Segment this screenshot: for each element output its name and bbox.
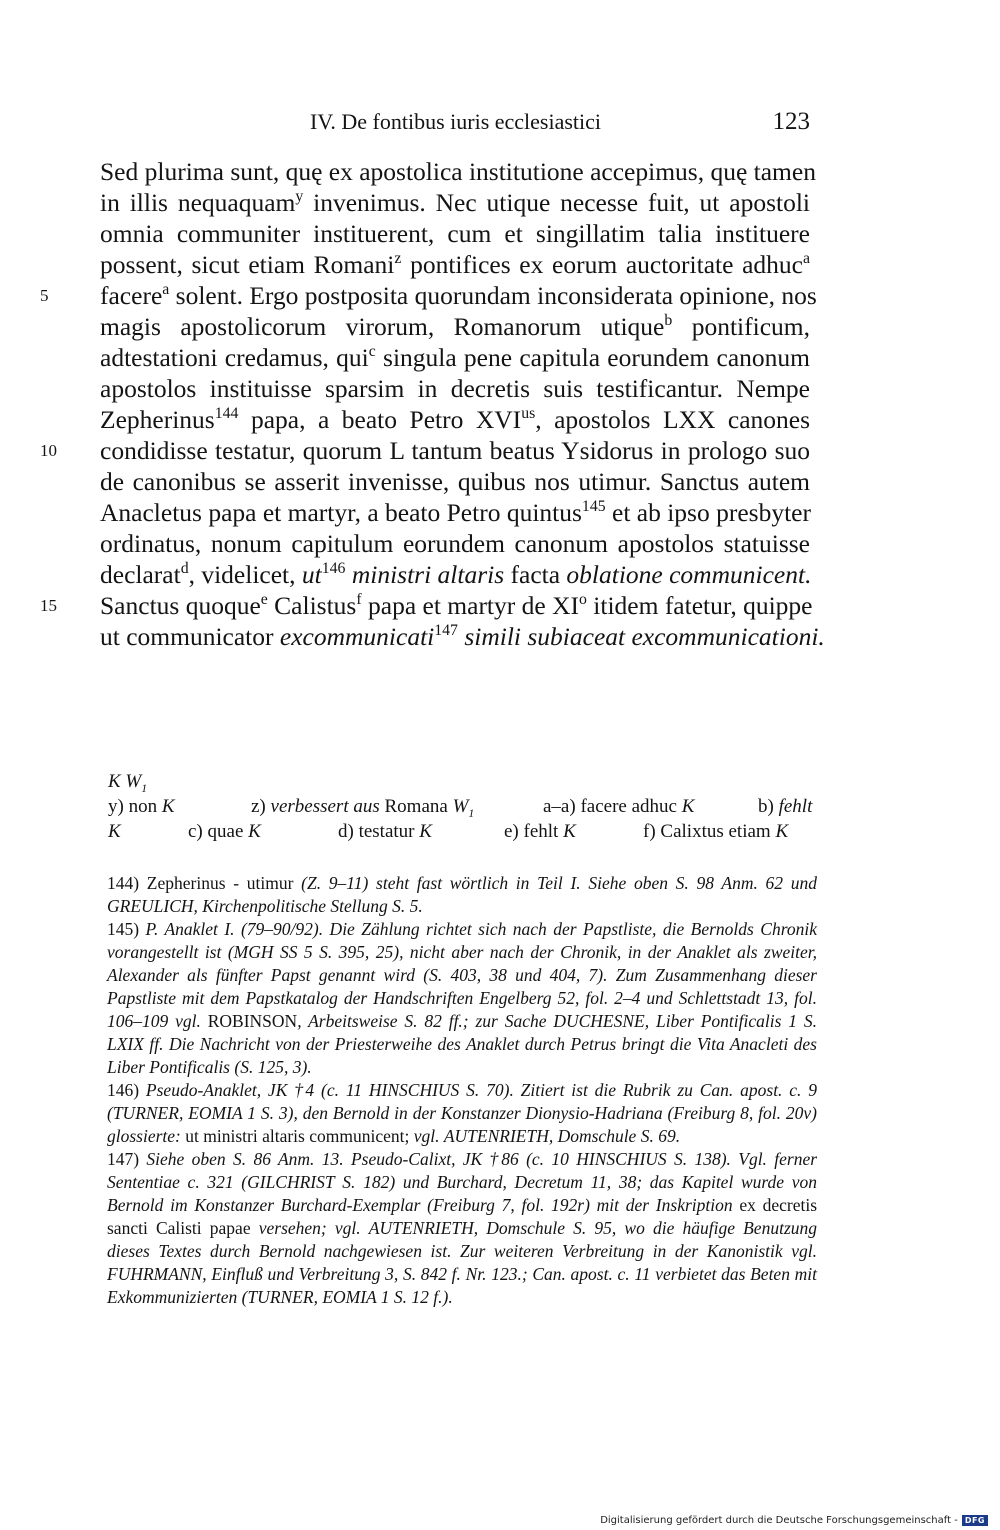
footnote-147 xyxy=(107,1148,817,1309)
apparatus-entry xyxy=(108,794,175,819)
quoted-rubric: ut ministri altaris communicent; xyxy=(185,1126,410,1146)
siglum: K xyxy=(563,821,576,842)
apparatus-entry xyxy=(643,819,788,844)
entry-text: Romana xyxy=(384,796,448,817)
note-text: , Arbeitsweise S. 82 ff.; zur Sache xyxy=(297,1011,547,1031)
note-text: , Domschule S. 95, wo die häufige Benutzung dieses Textes durch Bernold nachgewiesen ist. Zur weiteren Verbreitung in der Kanonistik vgl. xyxy=(107,1218,818,1261)
note-text: P. Anaklet I. (79–90/92). Die Zählung richtet sich nach der Papstliste, die Bernolds Chronik vorangestellt ist (MGH SS 5 S. 395, 25), nicht aber nach der Chronik, in der Anaklet als zweiter, Alexander als fünfter Papst genannt wird (S. 403, 38 und 404, 7). Zum Zusammenhang dieser Papstliste mit dem Papstkatalog der Handschriften Engelberg 52, fol. 2–4 und Schlettstadt 13, fol. 106–109 vgl. xyxy=(107,919,817,1031)
note-text: 144) Zepherinus - utimur xyxy=(107,873,294,893)
footnote-ref: 147 xyxy=(434,622,458,640)
apparatus-mark: d xyxy=(180,560,189,578)
text-span: pontifices ex eorum auctoritate adhuc xyxy=(410,250,803,279)
text-span: solent. Ergo postposita quorundam inconsiderata opinione, nos xyxy=(175,281,817,310)
quotation: simili subiaceat excommunicationi. xyxy=(464,622,825,651)
siglum: K xyxy=(248,821,261,842)
text-span: facere xyxy=(100,281,163,310)
text-span: in illis nequaquam xyxy=(100,188,296,217)
text-span: Zepherinus xyxy=(100,405,215,434)
superscript: us xyxy=(521,405,536,423)
text-line xyxy=(100,187,810,218)
entry-text: a–a) facere adhuc xyxy=(543,796,677,817)
footnote-ref: 146 xyxy=(321,560,346,578)
text-span: ordinatus, nonum capitulum eorundem canonum apostolos statuisse xyxy=(100,529,810,558)
author-name: FUHRMANN xyxy=(107,1264,203,1284)
apparatus-entry xyxy=(543,794,694,819)
note-text: versehen; vgl. xyxy=(258,1218,361,1238)
quotation: excommunicati xyxy=(279,622,435,651)
author-name: AUTENRIETH xyxy=(443,1126,549,1146)
line-number: 5 xyxy=(40,286,49,305)
text-span: Sanctus quoque xyxy=(100,591,261,620)
note-text: , Kirchenpolitische Stellung S. 5. xyxy=(193,896,423,916)
quotation: ministri altaris xyxy=(351,560,505,589)
text-span: de canonibus se asserit invenisse, quibus nos utimur. Sanctus autem xyxy=(100,467,810,496)
apparatus-mark: f xyxy=(356,591,362,609)
sigla: K W xyxy=(108,771,142,792)
siglum: K xyxy=(419,821,432,842)
quotation: oblatione communicent. xyxy=(566,560,812,589)
note-text: , EOMIA 1 S. 3), den Bernold in der Konstanzer Dionysio-Hadriana (Freiburg 8, fol. 20v) glossierte: xyxy=(107,1103,817,1146)
author-name: GILCHRIST xyxy=(247,1172,335,1192)
note-text: , Domschule S. 69. xyxy=(548,1126,681,1146)
text-span: et ab ipso presbyter xyxy=(612,498,811,527)
text-span: Anacletus papa et martyr, a beato Petro quintus xyxy=(100,498,582,527)
text-span: possent, sicut etiam Romani xyxy=(100,250,395,279)
text-line xyxy=(40,435,810,466)
text-line xyxy=(100,559,810,590)
text-span: , apostolos LXX canones xyxy=(535,405,811,434)
running-head xyxy=(310,108,810,136)
digitization-credit xyxy=(600,1515,988,1526)
entry-note: verbessert aus xyxy=(270,796,380,817)
entry-text: f) Calixtus etiam xyxy=(643,821,771,842)
text-line xyxy=(100,342,810,373)
text-span: apostolos instituisse sparsim in decretis suis testificantur. Nempe xyxy=(100,374,810,403)
apparatus-mark: y xyxy=(295,188,304,206)
note-text: , Liber Pontificalis 1 S. LXIX ff. Die Nachricht von der Priesterweihe des Anaklet durch Petrus bringt die Vita Anacleti des Liber Pontificalis (S. 125, 3). xyxy=(107,1011,817,1077)
note-number: 146) xyxy=(107,1080,140,1100)
text-span: facta xyxy=(510,560,561,589)
siglum: K xyxy=(108,821,121,842)
dfg-logo: DFG xyxy=(962,1515,988,1526)
sigla-subscript: 1 xyxy=(141,781,148,795)
author-name: GREULICH xyxy=(107,896,194,916)
note-text: , Einfluß und Verbreitung 3, S. 842 f. Nr. 123.; Can. apost. c. 11 verbietet das Beten mit Exkommunizierten ( xyxy=(107,1264,817,1307)
siglum: W xyxy=(452,796,469,817)
apparatus-entry xyxy=(188,819,261,844)
entry-text: z) xyxy=(251,796,266,817)
entry-text: b) xyxy=(758,796,774,817)
text-line xyxy=(100,466,810,497)
text-line xyxy=(40,590,813,621)
superscript: o xyxy=(579,591,587,609)
note-text: (Z. 9–11) steht fast wörtlich in Teil I. Siehe oben S. 98 Anm. 62 und xyxy=(301,873,818,893)
page-number: 123 xyxy=(772,108,810,135)
text-span: condidisse testatur, quorum L tantum beatus Ysidorus in prologo suo xyxy=(100,436,810,465)
author-name: HINSCHIUS xyxy=(368,1080,460,1100)
apparatus-sigla xyxy=(108,769,808,794)
text-span: papa et martyr de XI xyxy=(368,591,579,620)
note-text: S. 70). Zitiert ist die Rubrik zu Can. apost. c. 9 ( xyxy=(107,1080,818,1123)
text-span: magis apostolicorum virorum, Romanorum utique xyxy=(100,312,665,341)
text-span: , videlicet, xyxy=(188,560,296,589)
text-line xyxy=(100,156,816,187)
text-line xyxy=(100,404,810,435)
note-number: 145) xyxy=(107,919,140,939)
text-span: omnia communiter instituerent, cum et singillatim talia instituere xyxy=(100,219,810,248)
sigla-subscript: 1 xyxy=(468,806,475,820)
text-line xyxy=(100,249,810,280)
text-span: declarat xyxy=(100,560,181,589)
siglum: K xyxy=(161,796,175,817)
apparatus-row xyxy=(108,794,813,820)
credit-text: Digitalisierung gefördert durch die Deutsche Forschungsgemeinschaft - xyxy=(600,1515,958,1526)
footnote-146 xyxy=(107,1079,817,1148)
entry-text: c) quae xyxy=(188,821,244,842)
note-text: Pseudo-Anaklet, JK †4 (c. 11 xyxy=(145,1080,363,1100)
note-text: vgl. xyxy=(413,1126,440,1146)
note-text: S. 138). Vgl. ferner Sententiae c. 321 ( xyxy=(107,1149,818,1192)
apparatus-mark: b xyxy=(664,312,673,330)
text-line xyxy=(100,621,825,652)
text-line xyxy=(100,497,810,528)
quotation: ut xyxy=(301,560,322,589)
footnote-ref: 144 xyxy=(214,405,239,423)
text-span: invenimus. Nec utique necesse fuit, ut apostoli xyxy=(313,188,811,217)
text-span: Sed plurima sunt, quę ex apostolica institutione accepimus, quę tamen xyxy=(100,157,816,186)
apparatus-entry xyxy=(108,819,121,844)
line-number: 15 xyxy=(40,596,57,615)
footnote-ref: 145 xyxy=(581,498,606,516)
entry-note: fehlt xyxy=(778,796,813,817)
text-span: adtestationi credamus, qui xyxy=(100,343,369,372)
text-line xyxy=(100,311,810,342)
footnote-144 xyxy=(107,872,817,918)
author-name: TURNER xyxy=(247,1287,314,1307)
text-span: itidem fatetur, quippe xyxy=(593,591,813,620)
apparatus-mark: c xyxy=(368,343,376,361)
note-number: 147) xyxy=(107,1149,140,1169)
note-text: Siehe oben S. 86 Anm. 13. Pseudo-Calixt, JK †86 (c. 10 xyxy=(146,1149,569,1169)
author-name: HINSCHIUS xyxy=(576,1149,667,1169)
note-text: S. 182) und Burchard, Decretum 11, 38; das Kapitel wurde von Bernold im Konstanzer Burchard-Exemplar (Freiburg 7, fol. 192r) mit der Inskription xyxy=(107,1172,818,1215)
entry-text: e) fehlt xyxy=(504,821,559,842)
siglum: K xyxy=(775,821,789,842)
entry-text: d) testatur xyxy=(338,821,415,842)
main-text xyxy=(0,156,1000,652)
line-number: 10 xyxy=(40,441,57,460)
note-text: , EOMIA 1 S. 12 f.). xyxy=(313,1287,453,1307)
text-line xyxy=(100,528,810,559)
apparatus-row xyxy=(108,819,808,844)
running-title: IV. De fontibus iuris ecclesiastici xyxy=(310,109,602,134)
apparatus-mark: a xyxy=(802,250,810,268)
text-line xyxy=(100,218,810,249)
author-name: AUTENRIETH xyxy=(368,1218,474,1238)
entry-text: y) non xyxy=(108,796,158,817)
apparatus-entry xyxy=(251,794,474,819)
footnotes xyxy=(107,872,817,1309)
text-span: singula pene capitula eorundem canonum xyxy=(383,343,810,372)
critical-apparatus xyxy=(108,769,813,844)
author-name: ROBINSON xyxy=(207,1011,298,1031)
apparatus-entry xyxy=(338,819,432,844)
apparatus-mark: a xyxy=(162,281,170,299)
text-span: ut communicator xyxy=(100,622,274,651)
text-line xyxy=(100,373,810,404)
apparatus-mark: e xyxy=(260,591,268,609)
footnote-145 xyxy=(107,918,817,1079)
apparatus-mark: z xyxy=(394,250,402,268)
text-span: Calistus xyxy=(274,591,357,620)
text-line xyxy=(40,280,817,311)
apparatus-entry xyxy=(504,819,576,844)
author-name: TURNER xyxy=(112,1103,179,1123)
author-name: DUCHESNE xyxy=(553,1011,645,1031)
text-span: papa, a beato Petro XVI xyxy=(250,405,522,434)
text-span: pontificum, xyxy=(691,312,810,341)
quoted-inscription: ex decretis sancti Calisti papae xyxy=(107,1195,818,1238)
siglum: K xyxy=(681,796,695,817)
apparatus-entry xyxy=(758,794,812,819)
